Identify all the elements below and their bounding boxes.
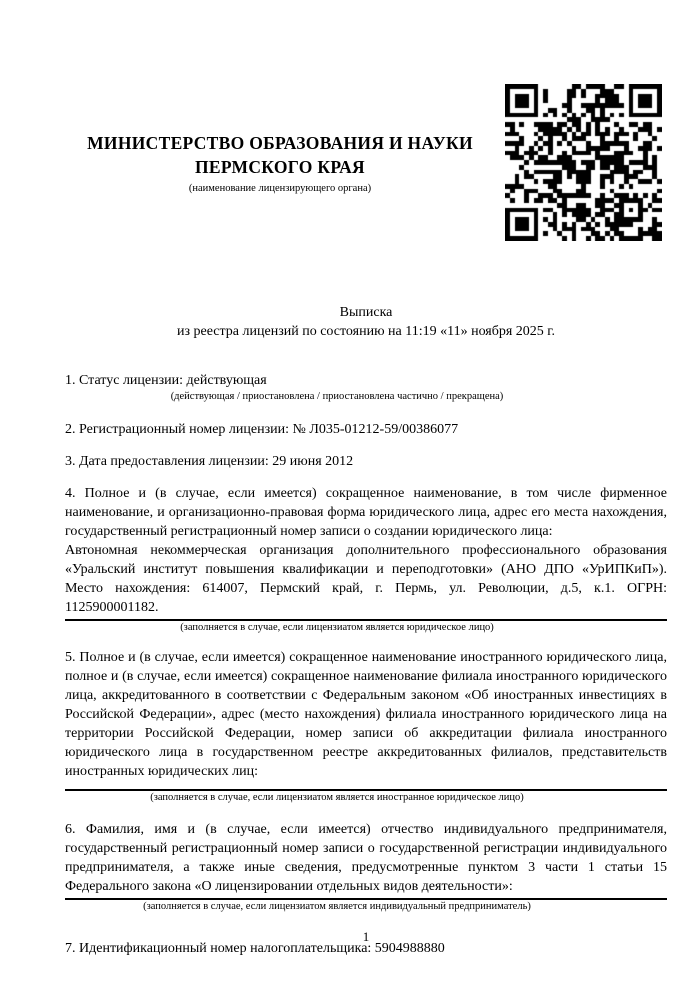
foreign-entity-caption: (заполняется в случае, если лицензиатом является иностранное юридическое лицо) [150, 792, 524, 803]
registration-number-text: 2. Регистрационный номер лицензии: № Л035-01212-59/00386077 [65, 422, 459, 437]
individual-entrepreneur-caption: (заполняется в случае, если лицензиатом является индивидуальный предприниматель) [143, 901, 531, 912]
qr-code-canvas [505, 84, 662, 241]
section-license-date [65, 452, 667, 471]
taxpayer-number-text: 7. Идентификационный номер налогоплательщика: 5904988880 [65, 941, 445, 956]
document-title-line2: из реестра лицензий по состоянию на 11:19 «11» ноября 2025 г. [177, 324, 555, 339]
license-status-text: 1. Статус лицензии: действующая [65, 373, 267, 388]
legal-entity-label: 4. Полное и (в случае, если имеется) сокращенное наименование, в том числе фирменное наименование, и организационно-правовая форма юридического лица, адрес его места нахождения, государственный регистрационный номер записи о создании юридического лица: [65, 486, 667, 539]
ministry-name-line1: МИНИСТЕРСТВО ОБРАЗОВАНИЯ И НАУКИ [87, 133, 473, 153]
legal-entity-caption: (заполняется в случае, если лицензиатом является юридическое лицо) [180, 622, 494, 633]
document-header [65, 131, 495, 195]
ministry-name-line2: ПЕРМСКОГО КРАЯ [195, 157, 365, 177]
legal-entity-value: Автономная некоммерческая организация дополнительного профессионального образования «Уральский институт повышения квалификации и переподготовки» (АНО ДПО «УрИПКиП»). Место нахождения: 614007, Пермский край, г. Пермь, ул. Революции, д.5, к.1. ОГРН: 1125900001182. [65, 543, 667, 615]
document-title [65, 303, 667, 341]
document-body [65, 371, 667, 958]
section-legal-entity [65, 484, 667, 634]
license-date-text: 3. Дата предоставления лицензии: 29 июня 2012 [65, 454, 354, 469]
foreign-entity-label: 5. Полное и (в случае, если имеется) сокращенное наименование иностранного юридического лица, полное и (в случае, если имеется) сокращенное наименование филиала иностранного юридического лица, аккредитованного в соответствии с Федеральным законом «Об иностранных инвестициях в Российской Федерации», адрес (место нахождения) филиала иностранного юридического лица на территории Российской Федерации, номер записи об аккредитации филиала иностранного юридического лица в государственном реестре аккредитованных филиалов, представительств иностранных юридических лиц: [65, 650, 667, 779]
qr-code-icon [505, 84, 662, 241]
individual-entrepreneur-label: 6. Фамилия, имя и (в случае, если имеется) отчество индивидуального предпринимателя, государственный регистрационный номер записи о государственной регистрации индивидуального предпринимателя, а также иные сведения, предусмотренные пунктом 3 части 1 статьи 15 Федерального закона «О лицензировании отдельных видов деятельности»: [65, 822, 667, 894]
section-license-status [65, 371, 667, 403]
section-individual-entrepreneur [65, 820, 667, 913]
licensing-authority-caption: (наименование лицензирующего органа) [188, 183, 372, 194]
document-title-line1: Выписка [339, 305, 393, 320]
license-status-caption: (действующая / приостановлена / приостановлена частично / прекращена) [170, 391, 504, 402]
section-registration-number [65, 420, 667, 439]
page-number: 1 [362, 929, 370, 944]
section-foreign-entity [65, 648, 667, 804]
